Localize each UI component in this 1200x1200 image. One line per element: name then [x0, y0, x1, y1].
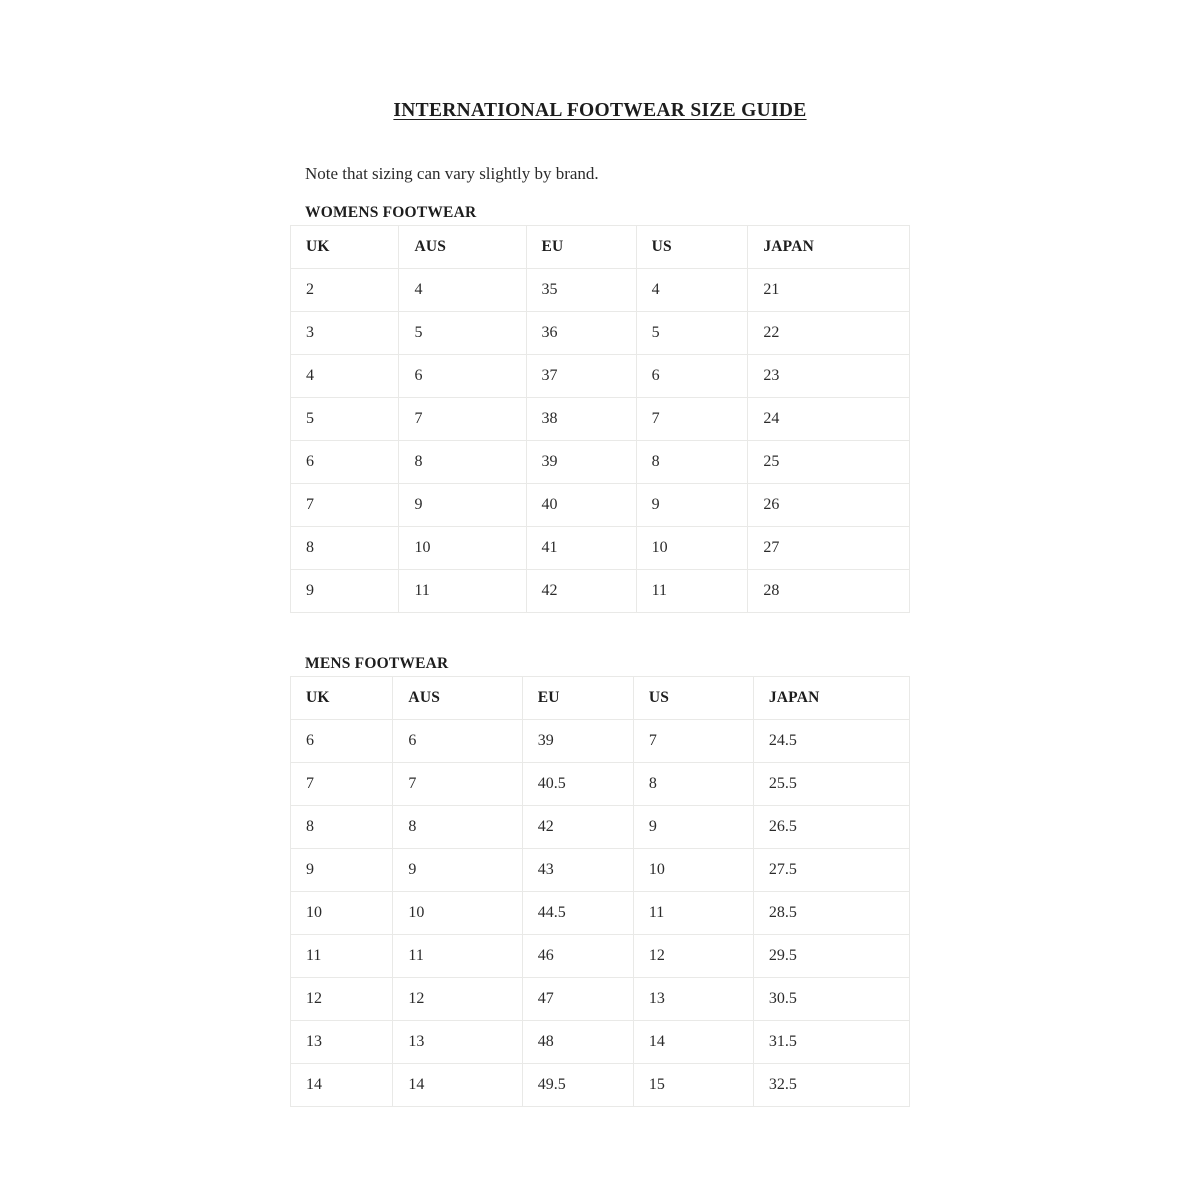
size-cell: 11: [393, 935, 522, 978]
size-cell: 5: [291, 398, 399, 441]
size-cell: 10: [399, 527, 526, 570]
size-cell: 8: [633, 763, 753, 806]
table-row: [291, 806, 910, 849]
table-row: [291, 892, 910, 935]
column-header: AUS: [393, 677, 522, 720]
size-cell: 43: [522, 849, 633, 892]
size-cell: 8: [393, 806, 522, 849]
size-cell: 11: [636, 570, 748, 613]
size-cell: 11: [291, 935, 393, 978]
size-cell: 8: [291, 806, 393, 849]
size-cell: 7: [399, 398, 526, 441]
column-header: EU: [522, 677, 633, 720]
size-cell: 21: [748, 269, 910, 312]
section-heading-womens: WOMENS FOOTWEAR: [305, 204, 477, 221]
size-cell: 6: [399, 355, 526, 398]
size-cell: 9: [399, 484, 526, 527]
size-cell: 8: [291, 527, 399, 570]
size-cell: 28: [748, 570, 910, 613]
table-row: [291, 484, 910, 527]
womens-size-table: [290, 225, 910, 613]
size-cell: 4: [399, 269, 526, 312]
size-cell: 44.5: [522, 892, 633, 935]
table-row: [291, 570, 910, 613]
size-cell: 28.5: [753, 892, 909, 935]
column-header: US: [636, 226, 748, 269]
size-cell: 37: [526, 355, 636, 398]
size-cell: 9: [291, 849, 393, 892]
size-cell: 10: [636, 527, 748, 570]
size-cell: 5: [636, 312, 748, 355]
size-cell: 32.5: [753, 1064, 909, 1107]
size-cell: 26: [748, 484, 910, 527]
size-cell: 22: [748, 312, 910, 355]
size-cell: 47: [522, 978, 633, 1021]
table-row: [291, 720, 910, 763]
size-cell: 23: [748, 355, 910, 398]
column-header: UK: [291, 226, 399, 269]
size-cell: 7: [393, 763, 522, 806]
column-header: US: [633, 677, 753, 720]
size-cell: 27: [748, 527, 910, 570]
mens-size-table-container: [290, 676, 910, 1107]
size-cell: 13: [291, 1021, 393, 1064]
column-header: EU: [526, 226, 636, 269]
column-header: JAPAN: [748, 226, 910, 269]
table-row: [291, 398, 910, 441]
size-cell: 40: [526, 484, 636, 527]
size-cell: 9: [291, 570, 399, 613]
size-cell: 13: [633, 978, 753, 1021]
size-cell: 8: [399, 441, 526, 484]
table-row: [291, 1021, 910, 1064]
size-cell: 42: [526, 570, 636, 613]
size-cell: 9: [633, 806, 753, 849]
size-cell: 31.5: [753, 1021, 909, 1064]
size-cell: 14: [393, 1064, 522, 1107]
size-cell: 48: [522, 1021, 633, 1064]
size-cell: 30.5: [753, 978, 909, 1021]
size-cell: 11: [399, 570, 526, 613]
size-cell: 12: [633, 935, 753, 978]
size-cell: 12: [291, 978, 393, 1021]
size-cell: 14: [633, 1021, 753, 1064]
table-row: [291, 355, 910, 398]
table-row: [291, 978, 910, 1021]
size-cell: 10: [633, 849, 753, 892]
size-cell: 49.5: [522, 1064, 633, 1107]
size-cell: 6: [636, 355, 748, 398]
size-cell: 2: [291, 269, 399, 312]
column-header: UK: [291, 677, 393, 720]
size-cell: 3: [291, 312, 399, 355]
womens-footwear-section: [290, 204, 910, 613]
size-cell: 39: [522, 720, 633, 763]
size-cell: 7: [291, 484, 399, 527]
size-cell: 38: [526, 398, 636, 441]
size-cell: 4: [291, 355, 399, 398]
size-cell: 9: [636, 484, 748, 527]
size-cell: 15: [633, 1064, 753, 1107]
size-cell: 6: [291, 720, 393, 763]
column-header: AUS: [399, 226, 526, 269]
size-cell: 9: [393, 849, 522, 892]
size-cell: 25.5: [753, 763, 909, 806]
size-cell: 39: [526, 441, 636, 484]
size-guide-page: [290, 100, 910, 1107]
size-cell: 42: [522, 806, 633, 849]
size-cell: 24: [748, 398, 910, 441]
size-cell: 7: [633, 720, 753, 763]
size-cell: 11: [633, 892, 753, 935]
size-cell: 7: [291, 763, 393, 806]
table-row: [291, 763, 910, 806]
page-title: INTERNATIONAL FOOTWEAR SIZE GUIDE: [393, 100, 807, 121]
womens-size-table-container: [290, 225, 910, 613]
size-cell: 40.5: [522, 763, 633, 806]
size-cell: 26.5: [753, 806, 909, 849]
column-header: JAPAN: [753, 677, 909, 720]
table-row: [291, 527, 910, 570]
size-cell: 14: [291, 1064, 393, 1107]
size-cell: 25: [748, 441, 910, 484]
table-row: [291, 935, 910, 978]
size-cell: 29.5: [753, 935, 909, 978]
size-cell: 10: [291, 892, 393, 935]
size-cell: 36: [526, 312, 636, 355]
sizing-note: Note that sizing can vary slightly by brand.: [305, 164, 599, 183]
size-cell: 35: [526, 269, 636, 312]
size-cell: 46: [522, 935, 633, 978]
size-cell: 10: [393, 892, 522, 935]
size-cell: 41: [526, 527, 636, 570]
mens-size-table: [290, 676, 910, 1107]
table-row: [291, 1064, 910, 1107]
table-row: [291, 441, 910, 484]
size-cell: 5: [399, 312, 526, 355]
size-cell: 27.5: [753, 849, 909, 892]
header-row: [291, 677, 910, 720]
table-row: [291, 269, 910, 312]
table-row: [291, 849, 910, 892]
size-cell: 4: [636, 269, 748, 312]
size-cell: 12: [393, 978, 522, 1021]
section-heading-mens: MENS FOOTWEAR: [305, 655, 449, 672]
size-cell: 8: [636, 441, 748, 484]
size-cell: 7: [636, 398, 748, 441]
header-row: [291, 226, 910, 269]
mens-footwear-section: [290, 655, 910, 1107]
size-cell: 13: [393, 1021, 522, 1064]
size-cell: 6: [393, 720, 522, 763]
size-cell: 6: [291, 441, 399, 484]
size-cell: 24.5: [753, 720, 909, 763]
table-row: [291, 312, 910, 355]
